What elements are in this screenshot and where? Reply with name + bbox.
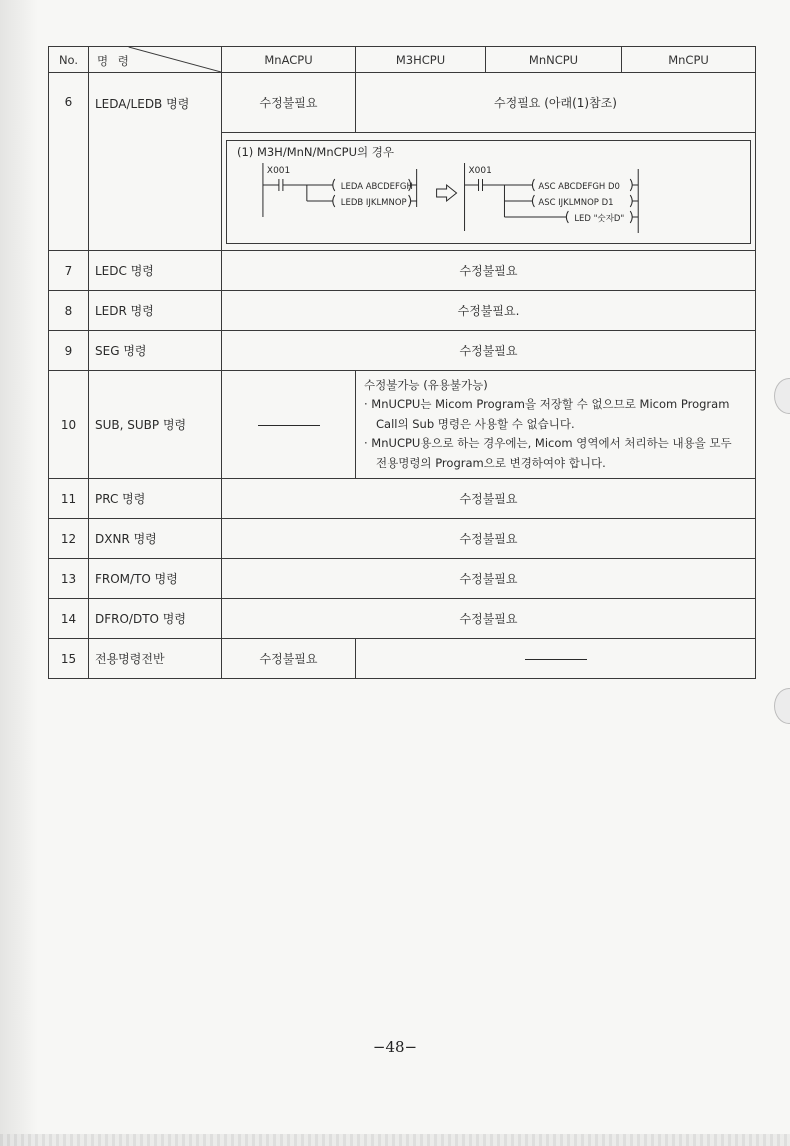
table-row-7 [49, 251, 756, 291]
table-header-row [49, 47, 756, 73]
punch-hole-upper [774, 378, 790, 414]
header-command [89, 47, 222, 73]
dash-mark [525, 659, 587, 660]
command-compatibility-table [48, 46, 756, 679]
table-row-9 [49, 331, 756, 371]
row7-value: 수정불필요 [222, 251, 756, 291]
header-mncpu: MnCPU [622, 47, 756, 73]
row9-name: SEG 명령 [89, 331, 222, 371]
row12-no: 12 [49, 519, 89, 559]
table-row-11 [49, 479, 756, 519]
row11-value: 수정불필요 [222, 479, 756, 519]
row8-name: LEDR 명령 [89, 291, 222, 331]
page-number: −48− [372, 1038, 418, 1056]
row9-no: 9 [49, 331, 89, 371]
row7-name: LEDC 명령 [89, 251, 222, 291]
row10-line4: · MnUCPU용으로 하는 경우에는, Micom 영역에서 처리하는 내용을 모두 [364, 436, 732, 451]
row10-no: 10 [49, 371, 89, 479]
row11-name: PRC 명령 [89, 479, 222, 519]
row12-name: DXNR 명령 [89, 519, 222, 559]
row8-no: 8 [49, 291, 89, 331]
row8-value: 수정불필요. [222, 291, 756, 331]
row13-value: 수정불필요 [222, 559, 756, 599]
header-command-label: 명 령 [97, 54, 132, 68]
row10-note [356, 371, 756, 479]
row6-mnacpu: 수정불필요 [222, 73, 356, 133]
header-m3hcpu: M3HCPU [356, 47, 486, 73]
page-edge-bottom [0, 1134, 790, 1146]
row12-value: 수정불필요 [222, 519, 756, 559]
table-row-15 [49, 639, 756, 679]
row10-line2: · MnUCPU는 Micom Program을 저장할 수 없으므로 Micom Program [364, 397, 730, 412]
ladder-left-contact: X001 [266, 165, 291, 176]
row10-name: SUB, SUBP 명령 [89, 371, 222, 479]
ladder-left-cmd2: LEDB IJKLMNOP [340, 197, 407, 208]
header-no: No. [49, 47, 89, 73]
row6-name: LEDA/LEDB 명령 [89, 73, 222, 251]
row15-name: 전용명령전반 [89, 639, 222, 679]
ladder-right-cmd1: ASC ABCDEFGH D0 [538, 181, 620, 192]
table-row-13 [49, 559, 756, 599]
row14-value: 수정불필요 [222, 599, 756, 639]
row14-name: DFRO/DTO 명령 [89, 599, 222, 639]
row10-mnacpu-dash [222, 371, 356, 479]
ladder-right-cmd2: ASC IJKLMNOP D1 [538, 197, 614, 208]
row15-mnacpu: 수정불필요 [222, 639, 356, 679]
row14-no: 14 [49, 599, 89, 639]
header-mnncpu: MnNCPU [486, 47, 622, 73]
row6-ladder-cell [222, 133, 756, 251]
ladder-left-cmd1: LEDA ABCDEFGH [340, 181, 413, 192]
table-row-14 [49, 599, 756, 639]
row6-others: 수정필요 (아래(1)참조) [356, 73, 756, 133]
ladder-right-contact: X001 [468, 165, 492, 176]
row13-name: FROM/TO 명령 [89, 559, 222, 599]
row9-value: 수정불필요 [222, 331, 756, 371]
ladder-right-cmd3: LED "숫자D" [574, 213, 625, 224]
row6-no: 6 [49, 73, 89, 251]
table-row-8 [49, 291, 756, 331]
table-row-6 [49, 73, 756, 133]
page-shadow-left [0, 0, 38, 1146]
ladder-diagram [227, 141, 750, 243]
ladder-diagram-box [226, 140, 751, 244]
row10-line5: 전용명령의 Program으로 변경하여야 합니다. [376, 455, 606, 470]
header-mnacpu: MnACPU [222, 47, 356, 73]
row11-no: 11 [49, 479, 89, 519]
row7-no: 7 [49, 251, 89, 291]
dash-mark [258, 425, 320, 426]
row10-line3: Call의 Sub 명령은 사용할 수 없습니다. [376, 416, 575, 431]
row15-others-dash [356, 639, 756, 679]
table-row-12 [49, 519, 756, 559]
table-row-10 [49, 371, 756, 479]
row13-no: 13 [49, 559, 89, 599]
row15-no: 15 [49, 639, 89, 679]
punch-hole-lower [774, 688, 790, 724]
row10-line1: 수정불가능 (유용불가능) [364, 377, 488, 392]
ladder-title: (1) M3H/MnN/MnCPU의 경우 [237, 144, 394, 159]
